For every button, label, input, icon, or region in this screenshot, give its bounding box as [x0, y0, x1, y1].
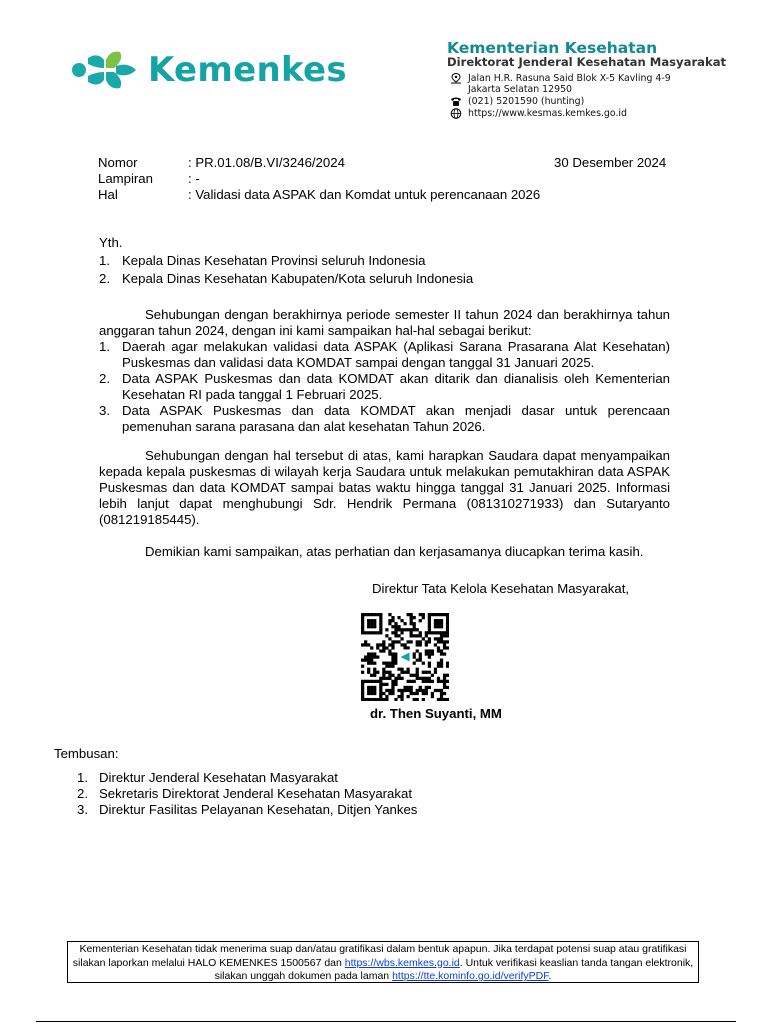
qr-code-icon — [361, 613, 449, 701]
salutation: Yth. — [99, 235, 123, 250]
recipient-item: Kepala Dinas Kesehatan Kabupaten/Kota seluruh Indonesia — [122, 271, 474, 286]
signatory-title: Direktur Tata Kelola Kesehatan Masyarakat, — [372, 581, 630, 596]
lampiran-value: : - — [188, 171, 200, 186]
point-item: Data ASPAK Puskesmas dan data KOMDAT akan ditarik dan dianalisis oleh Kementerian Kesehatan RI pada tanggal 1 Februari 2025. — [122, 371, 670, 402]
recipient-num: 2. — [99, 271, 110, 286]
point-num: 2. — [99, 371, 110, 386]
intro-paragraph: Sehubungan dengan berakhirnya periode semester II tahun 2024 dan berakhirnya tahun anggaran tahun 2024, dengan ini kami sampaikan hal-hal sebagai berikut: — [99, 307, 670, 338]
wbs-link[interactable]: https://wbs.kemkes.go.id — [344, 956, 460, 969]
phone-number: (021) 5201590 (hunting) — [468, 96, 585, 107]
nomor-label: Nomor — [98, 155, 138, 170]
phone-row — [450, 96, 584, 107]
nomor-value: : PR.01.08/B.VI/3246/2024 — [188, 155, 345, 170]
tembusan-num: 2. — [77, 786, 88, 801]
address-row — [450, 73, 671, 95]
letter-date: 30 Desember 2024 — [554, 155, 667, 170]
address-line-2: Jakarta Selatan 12950 — [468, 84, 573, 95]
point-num: 1. — [99, 339, 110, 354]
tembusan-num: 3. — [77, 802, 88, 817]
notice-text: Kementerian Kesehatan tidak menerima suap dan/atau gratifikasi dalam bentuk apapun. Jika terdapat potensi suap atau gratifikasi silakan laporkan melalui HALO KEMENKES 1500567 dan — [72, 943, 687, 969]
tembusan-num: 1. — [77, 770, 88, 785]
address-line-1: Jalan H.R. Rasuna Said Blok X-5 Kavling 4-9 — [468, 73, 671, 84]
point-num: 3. — [99, 403, 110, 418]
tembusan-item: Direktur Jenderal Kesehatan Masyarakat — [99, 770, 338, 785]
bottom-divider — [36, 1021, 736, 1022]
hal-value: : Validasi data ASPAK dan Komdat untuk perencanaan 2026 — [188, 187, 541, 202]
signatory-name: dr. Then Suyanti, MM — [370, 706, 502, 721]
tembusan-item: Sekretaris Direktorat Jenderal Kesehatan Masyarakat — [99, 786, 412, 801]
tembusan-item: Direktur Fasilitas Pelayanan Kesehatan, Ditjen Yankes — [99, 802, 418, 817]
globe-icon — [450, 108, 462, 119]
tembusan-heading: Tembusan: — [54, 746, 119, 761]
notice-text: . — [548, 970, 552, 982]
recipient-num: 1. — [99, 253, 110, 268]
anti-gratification-notice — [67, 941, 699, 983]
verify-pdf-link[interactable]: https://tte.kominfo.go.id/verifyPDF — [392, 970, 549, 982]
location-pin-icon — [450, 73, 462, 84]
point-item: Daerah agar melakukan validasi data ASPAK (Aplikasi Sarana Prasarana Alat Kesehatan) Puskesmas dan validasi data KOMDAT sampai dengan tanggal 31 Januari 2025. — [122, 339, 670, 370]
point-item: Data ASPAK Puskesmas dan data KOMDAT akan menjadi dasar untuk perencaan pemenuhan sarana parasana dan alat kesehatan Tahun 2026. — [122, 403, 670, 434]
hal-label: Hal — [98, 187, 118, 202]
notice-text: . Untuk verifikasi keaslian tanda tangan elektronik, silakan unggah dokumen pada laman — [214, 956, 694, 982]
recipient-item: Kepala Dinas Kesehatan Provinsi seluruh Indonesia — [122, 253, 426, 268]
closing-line: Demikian kami sampaikan, atas perhatian dan kerjasamanya diucapkan terima kasih. — [145, 544, 644, 559]
organization-name: Kementerian Kesehatan — [447, 39, 658, 57]
kemenkes-logo-icon — [70, 46, 138, 94]
directorate-name: Direktorat Jenderal Kesehatan Masyarakat — [447, 55, 727, 69]
phone-icon — [450, 96, 462, 107]
website-url: https://www.kesmas.kemkes.go.id — [468, 108, 627, 119]
logo-wordmark: Kemenkes — [148, 50, 347, 90]
website-row — [450, 108, 627, 119]
lampiran-label: Lampiran — [98, 171, 153, 186]
request-paragraph: Sehubungan dengan hal tersebut di atas, kami harapkan Saudara dapat menyampaikan kepada kepala puskesmas di wilayah kerja Saudara untuk melakukan pemutakhiran data ASPAK Puskesmas dan data KOMDAT sampai batas waktu hingga tanggal 31 Januari 2025. Informasi lebih lanjut dapat menghubungi Sdr. Hendrik Permana (081310271933) dan Sutaryanto (081219185445). — [99, 448, 670, 527]
